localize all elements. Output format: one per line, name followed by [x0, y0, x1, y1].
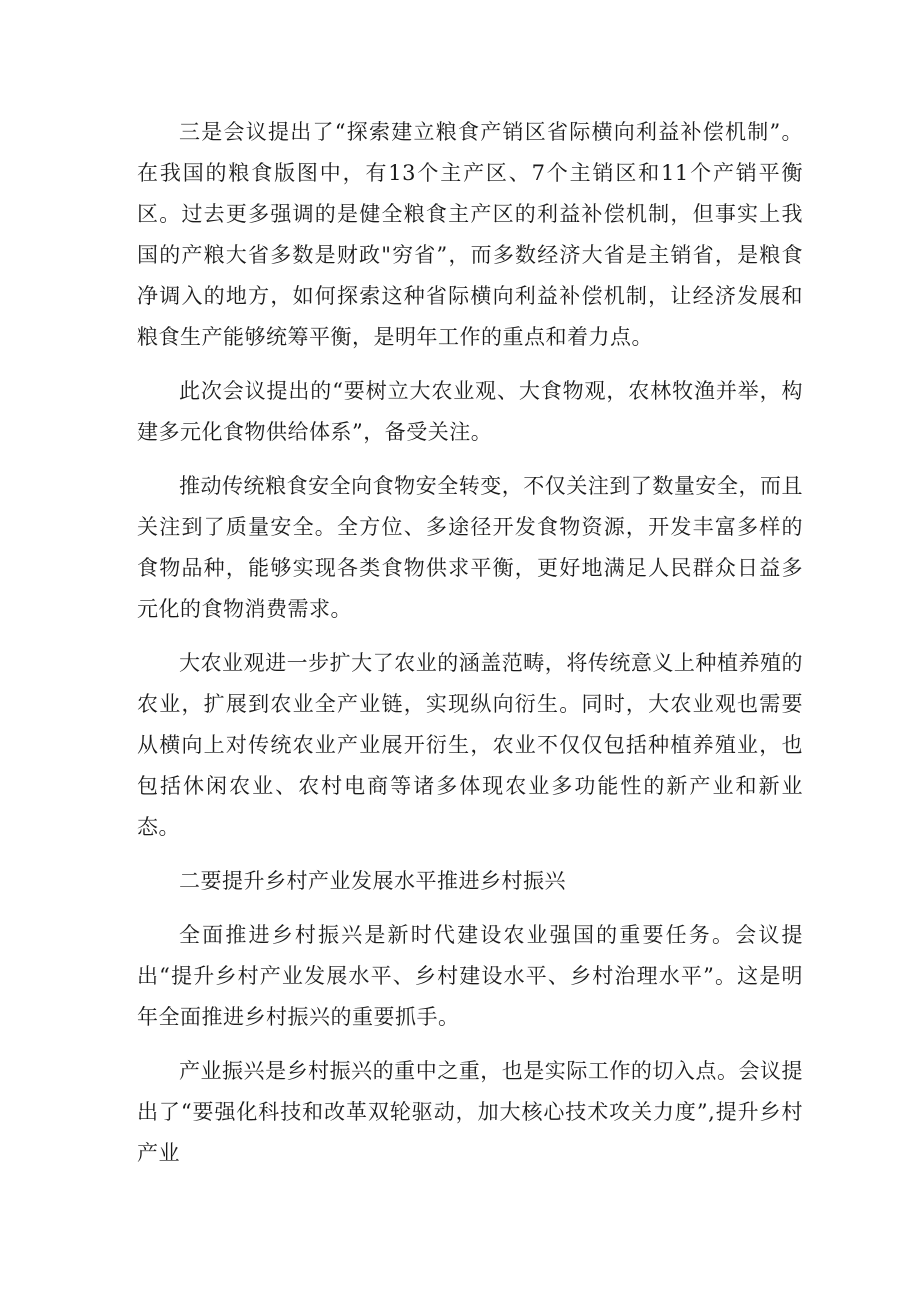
paragraph-big-agriculture-view: 此次会议提出的“要树立大农业观、大食物观，农林牧渔并举，构建多元化食物供给体系”，备受关注。: [137, 379, 803, 444]
section-heading: 二要提升乡村产业发展水平推进乡村振兴: [179, 869, 566, 893]
paragraph-grain-compensation: 三是会议提出了“探索建立粮食产销区省际横向利益补偿机制”。在我国的粮食版图中，有13个主产区、7个主销区和11个产销平衡区。过去更多强调的是健全粮食主产区的利益补偿机制，但事实上我国的产粮大省多数是财政"穷省”，而多数经济大省是主销省，是粮食净调入的地方，如何探索这种省际横向利益补偿机制，让经济发展和粮食生产能够统筹平衡，是明年工作的重点和着力点。: [137, 120, 803, 349]
paragraph-rural-revitalization: 全面推进乡村振兴是新时代建设农业强国的重要任务。会议提出“提升乡村产业发展水平、乡村建设水平、乡村治理水平”。这是明年全面推进乡村振兴的重要抓手。: [137, 923, 803, 1029]
paragraph-industry-revitalization: 产业振兴是乡村振兴的重中之重，也是实际工作的切入点。会议提出了“要强化科技和改革双轮驱动，加大核心技术攻关力度”,提升乡村产业: [137, 1059, 803, 1165]
paragraph-food-security: 推动传统粮食安全向食物安全转变，不仅关注到了数量安全，而且关注到了质量安全。全方位、多途径开发食物资源，开发丰富多样的食物品种，能够实现各类食物供求平衡，更好地满足人民群众日益多元化的食物消费需求。: [137, 474, 803, 621]
document-body: [137, 112, 803, 1187]
paragraph-agriculture-scope: 大农业观进一步扩大了农业的涵盖范畴，将传统意义上种植养殖的农业，扩展到农业全产业链，实现纵向衍生。同时，大农业观也需要从横向上对传统农业产业展开衍生，农业不仅仅包括种植养殖业，也包括休闲农业、农村电商等诸多体现农业多功能性的新产业和新业态。: [137, 651, 803, 839]
